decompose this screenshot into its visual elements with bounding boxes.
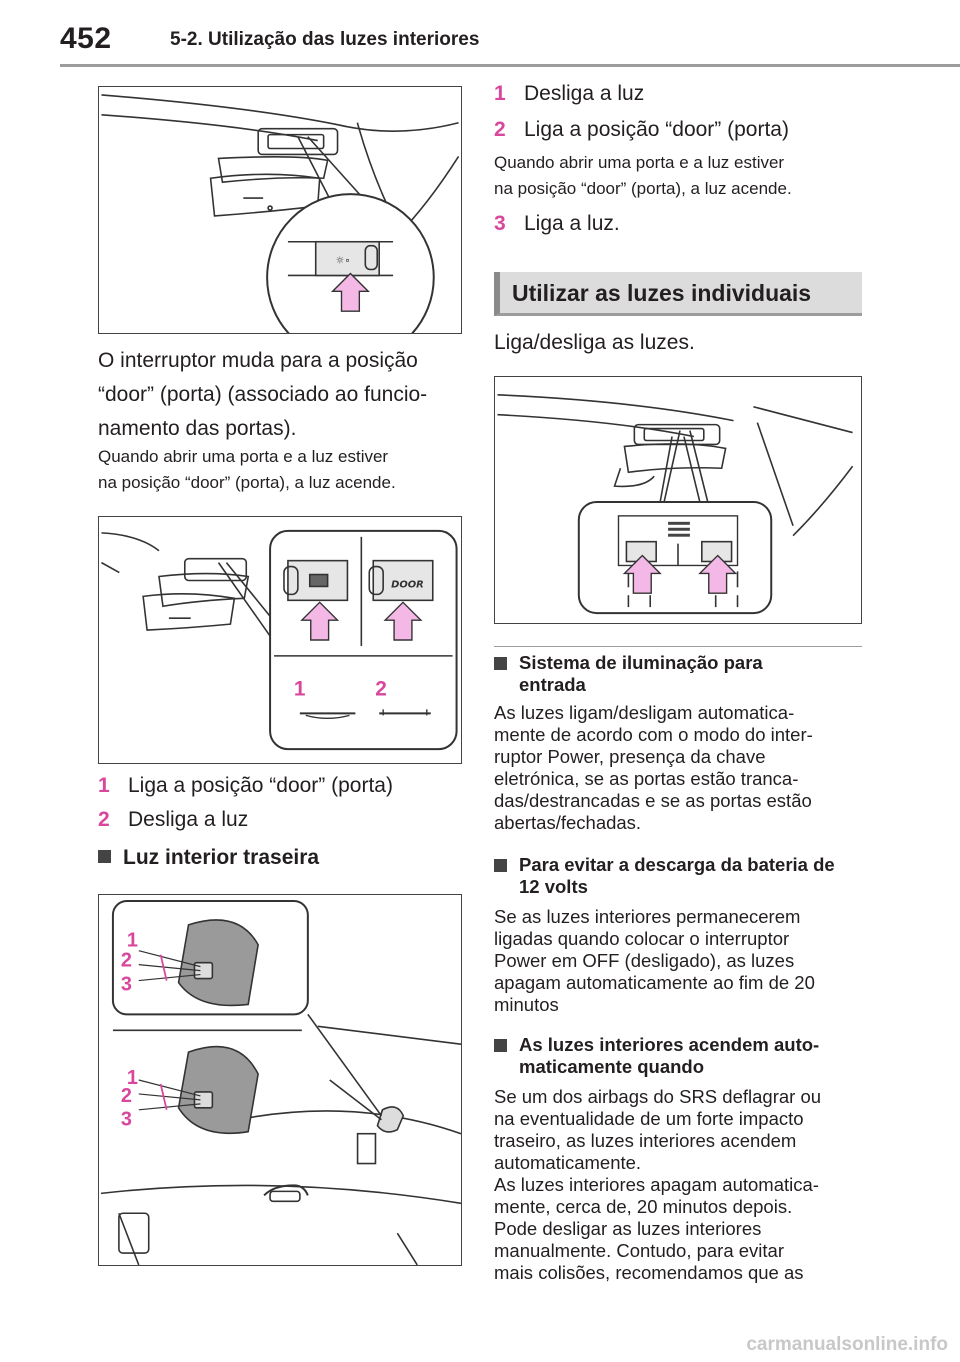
text-line: manualmente. Contudo, para evitar xyxy=(494,1240,785,1261)
header-rule xyxy=(60,64,960,67)
figure-rear-interior-light xyxy=(98,894,462,1266)
square-bullet-icon xyxy=(494,657,507,670)
text-line: eletrónica, se as portas estão tranca- xyxy=(494,768,799,789)
figure-door-switch-positions xyxy=(98,516,462,764)
auto-on-heading xyxy=(494,1034,819,1078)
left-step-1 xyxy=(98,772,393,800)
individual-lights-section-title: Utilizar as luzes individuais xyxy=(494,272,862,316)
text-line: Se um dos airbags do SRS deflagrar ou xyxy=(494,1086,822,1107)
individual-lights-intro: Liga/desliga as luzes. xyxy=(494,331,695,354)
watermark: carmanualsonline.info xyxy=(746,1334,948,1355)
step-number: 2 xyxy=(494,118,506,141)
step-text: Liga a luz. xyxy=(524,212,620,235)
battery-discharge-heading xyxy=(494,854,835,898)
svg-text:☼∘: ☼∘ xyxy=(335,255,351,267)
text-line: Para evitar a descarga da bateria de xyxy=(519,854,835,875)
figure-individual-lights xyxy=(494,376,862,624)
door-note xyxy=(98,444,396,496)
section-title: 5-2. Utilização das luzes interiores xyxy=(170,29,480,50)
door-position-paragraph xyxy=(98,344,427,446)
step-text: Desliga a luz xyxy=(524,82,645,105)
fig2-label-2: 2 xyxy=(375,677,387,701)
entry-lighting-heading xyxy=(494,652,763,696)
text-line: na eventualidade de um forte impacto xyxy=(494,1108,804,1129)
right-door-note xyxy=(494,150,792,202)
right-step-2 xyxy=(494,116,789,144)
rear-light-heading xyxy=(98,846,319,870)
text-line: mente de acordo com o modo do inter- xyxy=(494,724,813,745)
text-line: na posição “door” (porta), a luz acende. xyxy=(98,473,396,492)
door-label: DOOR xyxy=(391,579,424,591)
step-number: 1 xyxy=(98,774,110,797)
text-line: Quando abrir uma porta e a luz estiver xyxy=(494,153,785,172)
text-line: entrada xyxy=(519,674,586,695)
text-line: das/destrancadas e se as portas estão xyxy=(494,790,812,811)
square-bullet-icon xyxy=(98,850,111,863)
auto-on-body xyxy=(494,1086,821,1284)
text-line: As luzes interiores apagam automatica- xyxy=(494,1174,819,1195)
text-line: Power em OFF (desligado), as luzes xyxy=(494,950,795,971)
text-line: ligadas quando colocar o interruptor xyxy=(494,928,790,949)
text-line: minutos xyxy=(494,994,559,1015)
step-number: 2 xyxy=(98,808,110,831)
fig3-b-label-2: 2 xyxy=(120,1084,132,1107)
text-line: abertas/fechadas. xyxy=(494,812,642,833)
fig3-a-label-2: 2 xyxy=(120,949,132,972)
page-number: 452 xyxy=(60,22,112,55)
left-step-2 xyxy=(98,806,248,834)
step-number: 3 xyxy=(494,212,506,235)
right-step-3 xyxy=(494,210,620,238)
text-line: O interruptor muda para a posição xyxy=(98,349,418,372)
step-text: Liga a posição “door” (porta) xyxy=(128,774,393,797)
step-number: 1 xyxy=(494,82,506,105)
text-line: Quando abrir uma porta e a luz estiver xyxy=(98,447,389,466)
text-line: apagam automaticamente ao fim de 20 xyxy=(494,972,815,993)
entry-lighting-body xyxy=(494,702,813,834)
fig3-a-label-1: 1 xyxy=(126,929,138,952)
text-line: mais colisões, recomendamos que as xyxy=(494,1262,804,1283)
heading-text: Luz interior traseira xyxy=(123,846,320,869)
text-line: “door” (porta) (associado ao funcio- xyxy=(98,383,428,406)
text-line: As luzes interiores acendem auto- xyxy=(519,1034,820,1055)
text-line: automaticamente. xyxy=(494,1152,642,1173)
step-text: Liga a posição “door” (porta) xyxy=(524,118,789,141)
text-line: Pode desligar as luzes interiores xyxy=(494,1218,762,1239)
text-line: namento das portas). xyxy=(98,417,297,440)
text-line: Sistema de iluminação para xyxy=(519,652,763,673)
text-line: ruptor Power, presença da chave xyxy=(494,746,766,767)
figure-front-light-switch xyxy=(98,86,462,334)
text-line: maticamente quando xyxy=(519,1056,705,1077)
fig3-a-label-3: 3 xyxy=(120,973,132,996)
square-bullet-icon xyxy=(494,1039,507,1052)
step-text: Desliga a luz xyxy=(128,808,249,831)
fig3-b-label-1: 1 xyxy=(126,1066,138,1089)
text-line: mente, cerca de, 20 minutos depois. xyxy=(494,1196,793,1217)
battery-discharge-body xyxy=(494,906,815,1016)
fig3-b-label-3: 3 xyxy=(120,1108,132,1131)
text-line: 12 volts xyxy=(519,876,588,897)
divider xyxy=(494,646,862,647)
text-line: na posição “door” (porta), a luz acende. xyxy=(494,179,792,198)
text-line: As luzes ligam/desligam automatica- xyxy=(494,702,795,723)
right-step-1 xyxy=(494,80,644,108)
text-line: Se as luzes interiores permanecerem xyxy=(494,906,801,927)
text-line: traseiro, as luzes interiores acendem xyxy=(494,1130,797,1151)
square-bullet-icon xyxy=(494,859,507,872)
fig2-label-1: 1 xyxy=(293,677,306,701)
